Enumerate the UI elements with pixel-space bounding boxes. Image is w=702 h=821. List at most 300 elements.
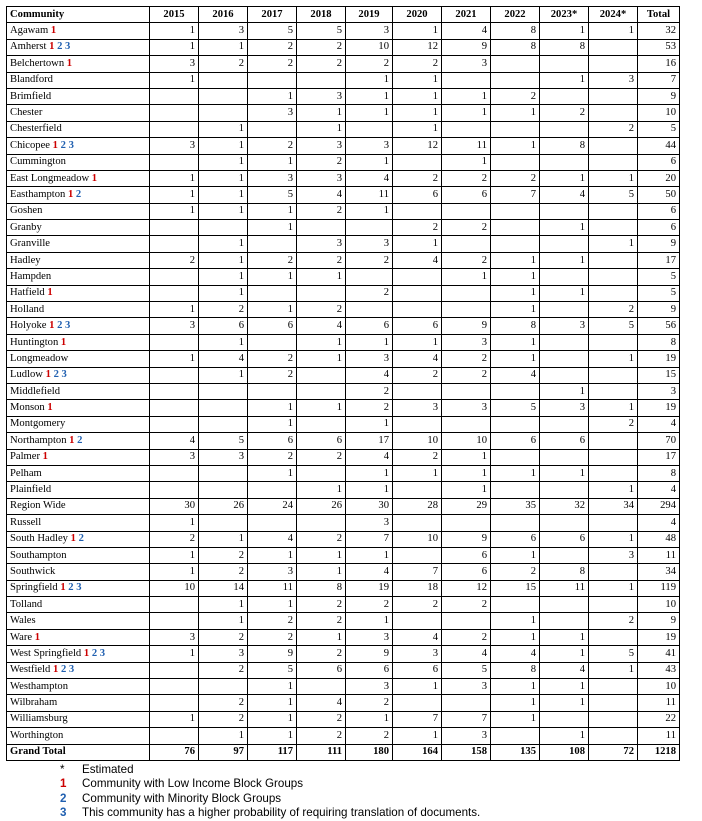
community-cell — [7, 220, 150, 236]
year-count-cell — [393, 613, 442, 629]
table-row — [7, 39, 680, 55]
year-count-cell: 3 — [199, 449, 248, 465]
year-count-cell: 6 — [297, 433, 346, 449]
year-count-cell: 2 — [297, 252, 346, 268]
row-total-cell: 3 — [638, 383, 680, 399]
year-count-cell: 2 — [248, 449, 297, 465]
legend-symbol: 3 — [60, 805, 67, 819]
year-count-cell — [199, 416, 248, 432]
year-count-cell: 1 — [491, 711, 540, 727]
year-count-cell — [199, 220, 248, 236]
year-count-cell: 1 — [199, 367, 248, 383]
year-count-cell: 6 — [393, 318, 442, 334]
year-count-cell: 2 — [199, 564, 248, 580]
community-marker-2: 2 — [68, 582, 74, 594]
year-count-cell: 2 — [297, 154, 346, 170]
year-count-cell — [491, 72, 540, 88]
table-row — [7, 138, 680, 154]
year-count-cell — [589, 711, 638, 727]
year-count-cell: 1 — [442, 154, 491, 170]
community-cell — [7, 515, 150, 531]
community-name: Montgomery — [10, 418, 66, 430]
year-count-cell: 3 — [442, 56, 491, 72]
year-count-cell: 6 — [442, 564, 491, 580]
year-count-cell: 1 — [540, 220, 589, 236]
year-count-cell: 7 — [442, 711, 491, 727]
grand-total-cell: 97 — [199, 744, 248, 760]
community-marker-1: 1 — [52, 139, 58, 151]
year-count-cell — [589, 138, 638, 154]
year-count-cell: 1 — [540, 629, 589, 645]
year-count-cell: 2 — [297, 203, 346, 219]
community-marker-1: 1 — [47, 402, 53, 414]
year-count-cell: 3 — [248, 170, 297, 186]
row-total-cell: 119 — [638, 580, 680, 596]
year-count-cell — [248, 285, 297, 301]
community-cell — [7, 482, 150, 498]
community-cell — [7, 23, 150, 39]
year-count-cell: 3 — [589, 72, 638, 88]
year-count-cell — [297, 416, 346, 432]
community-cell — [7, 433, 150, 449]
row-total-cell: 5 — [638, 285, 680, 301]
community-marker-1: 1 — [91, 172, 98, 184]
year-count-cell: 2 — [346, 695, 393, 711]
year-count-cell: 1 — [442, 105, 491, 121]
year-count-cell: 2 — [442, 367, 491, 383]
year-count-cell: 1 — [248, 547, 297, 563]
year-count-cell: 1 — [491, 138, 540, 154]
year-count-cell: 3 — [297, 88, 346, 104]
year-count-cell: 3 — [297, 138, 346, 154]
year-count-cell: 18 — [393, 580, 442, 596]
row-total-cell: 34 — [638, 564, 680, 580]
year-count-cell — [589, 367, 638, 383]
community-cell — [7, 236, 150, 252]
year-count-cell: 3 — [150, 138, 199, 154]
year-count-cell: 2 — [199, 547, 248, 563]
row-total-cell: 11 — [638, 547, 680, 563]
year-count-cell: 4 — [393, 252, 442, 268]
year-count-cell: 2 — [199, 662, 248, 678]
year-count-cell: 1 — [589, 23, 638, 39]
year-count-cell — [589, 629, 638, 645]
year-count-cell: 1 — [199, 187, 248, 203]
year-count-cell: 3 — [150, 449, 199, 465]
year-count-cell — [297, 465, 346, 481]
year-count-cell: 1 — [540, 728, 589, 744]
year-count-cell — [491, 416, 540, 432]
community-marker-2: 2 — [77, 434, 83, 446]
community-name: Chesterfield — [10, 123, 62, 135]
table-row — [7, 416, 680, 432]
year-count-cell: 5 — [589, 187, 638, 203]
table-row — [7, 679, 680, 695]
community-marker-1: 1 — [49, 320, 55, 332]
year-count-cell: 3 — [150, 629, 199, 645]
year-count-cell: 1 — [248, 679, 297, 695]
community-cell — [7, 498, 150, 514]
year-count-cell: 3 — [442, 679, 491, 695]
table-row — [7, 383, 680, 399]
year-count-cell — [248, 334, 297, 350]
year-count-cell: 14 — [199, 580, 248, 596]
community-name: East Longmeadow — [10, 172, 90, 184]
year-count-cell: 4 — [346, 449, 393, 465]
year-count-cell: 24 — [248, 498, 297, 514]
year-count-cell — [199, 465, 248, 481]
year-count-cell: 1 — [589, 351, 638, 367]
community-name: Ludlow — [10, 369, 43, 381]
year-count-cell: 4 — [346, 170, 393, 186]
community-name: Northampton — [10, 434, 67, 446]
year-count-cell: 4 — [491, 646, 540, 662]
year-count-cell — [248, 236, 297, 252]
year-count-cell: 28 — [393, 498, 442, 514]
year-count-cell — [248, 515, 297, 531]
community-cell — [7, 580, 150, 596]
legend-text: This community has a higher probability of requiring translation of documents. — [82, 805, 481, 819]
year-count-cell: 1 — [248, 695, 297, 711]
year-count-cell: 3 — [442, 334, 491, 350]
year-count-cell: 4 — [297, 695, 346, 711]
year-count-cell: 1 — [297, 121, 346, 137]
row-total-cell: 56 — [638, 318, 680, 334]
year-count-cell: 1 — [248, 220, 297, 236]
year-count-cell: 4 — [297, 187, 346, 203]
year-count-cell: 2 — [491, 564, 540, 580]
year-count-cell — [297, 383, 346, 399]
year-count-cell: 1 — [150, 646, 199, 662]
community-cell — [7, 613, 150, 629]
year-count-cell — [346, 302, 393, 318]
table-row — [7, 367, 680, 383]
community-marker-1: 1 — [53, 664, 59, 676]
community-name: Ware — [10, 631, 33, 643]
year-count-cell — [393, 515, 442, 531]
community-name: Brimfield — [10, 90, 52, 102]
year-count-cell — [540, 482, 589, 498]
year-count-cell: 7 — [393, 564, 442, 580]
community-cell — [7, 39, 150, 55]
community-marker-2: 2 — [60, 139, 66, 151]
community-name: Amherst — [10, 41, 47, 53]
year-count-cell: 2 — [346, 597, 393, 613]
year-count-cell: 1 — [491, 302, 540, 318]
year-count-cell: 1 — [248, 302, 297, 318]
year-count-cell — [393, 302, 442, 318]
year-count-cell: 26 — [199, 498, 248, 514]
community-name: Southwick — [10, 565, 56, 577]
year-count-cell: 1 — [248, 154, 297, 170]
year-count-cell: 10 — [393, 433, 442, 449]
year-count-cell — [491, 515, 540, 531]
row-total-cell: 6 — [638, 154, 680, 170]
table-row — [7, 351, 680, 367]
year-count-cell — [199, 88, 248, 104]
year-count-cell: 6 — [346, 662, 393, 678]
year-count-cell — [589, 597, 638, 613]
year-count-cell: 1 — [346, 711, 393, 727]
row-total-cell: 4 — [638, 515, 680, 531]
table-row — [7, 433, 680, 449]
year-count-cell — [540, 56, 589, 72]
row-total-cell: 43 — [638, 662, 680, 678]
community-cell — [7, 121, 150, 137]
community-cell — [7, 105, 150, 121]
year-count-cell: 1 — [393, 105, 442, 121]
year-count-cell: 2 — [491, 170, 540, 186]
year-count-cell — [393, 383, 442, 399]
row-total-cell: 9 — [638, 302, 680, 318]
year-count-cell: 4 — [346, 564, 393, 580]
year-count-cell — [589, 252, 638, 268]
year-count-cell: 1 — [540, 646, 589, 662]
year-count-cell — [589, 465, 638, 481]
row-total-cell: 41 — [638, 646, 680, 662]
year-count-cell: 6 — [393, 187, 442, 203]
year-count-cell: 1 — [199, 613, 248, 629]
table-row — [7, 236, 680, 252]
community-marker-2: 2 — [57, 320, 63, 332]
year-count-cell — [442, 285, 491, 301]
year-count-cell — [540, 203, 589, 219]
year-count-cell — [150, 662, 199, 678]
year-count-cell — [346, 269, 393, 285]
community-cell — [7, 416, 150, 432]
year-count-cell: 1 — [199, 154, 248, 170]
year-count-cell: 2 — [248, 252, 297, 268]
table-row — [7, 88, 680, 104]
year-count-cell: 1 — [346, 105, 393, 121]
year-count-cell — [297, 220, 346, 236]
header-year: 2018 — [297, 7, 346, 23]
year-count-cell: 1 — [442, 449, 491, 465]
table-wrapper — [6, 6, 680, 761]
year-count-cell: 29 — [442, 498, 491, 514]
year-count-cell: 2 — [297, 56, 346, 72]
year-count-cell: 4 — [540, 187, 589, 203]
year-count-cell: 2 — [491, 88, 540, 104]
year-count-cell: 8 — [297, 580, 346, 596]
row-total-cell: 53 — [638, 39, 680, 55]
year-count-cell: 1 — [199, 170, 248, 186]
year-count-cell: 4 — [248, 531, 297, 547]
year-count-cell: 1 — [199, 236, 248, 252]
year-count-cell: 4 — [393, 351, 442, 367]
table-row — [7, 400, 680, 416]
row-total-cell: 11 — [638, 695, 680, 711]
year-count-cell — [150, 695, 199, 711]
year-count-cell: 1 — [199, 252, 248, 268]
year-count-cell: 1 — [540, 383, 589, 399]
legend-symbol: 1 — [60, 777, 67, 791]
year-count-cell — [589, 154, 638, 170]
table-row — [7, 220, 680, 236]
row-total-cell: 44 — [638, 138, 680, 154]
year-count-cell — [540, 367, 589, 383]
year-count-cell — [199, 105, 248, 121]
community-marker-1: 1 — [60, 336, 67, 348]
year-count-cell: 1 — [442, 269, 491, 285]
community-cell — [7, 56, 150, 72]
community-name: Southampton — [10, 549, 67, 561]
row-total-cell: 70 — [638, 433, 680, 449]
year-count-cell: 3 — [199, 23, 248, 39]
year-count-cell: 3 — [346, 629, 393, 645]
year-count-cell — [589, 203, 638, 219]
community-cell — [7, 285, 150, 301]
year-count-cell — [150, 416, 199, 432]
year-count-cell — [491, 449, 540, 465]
year-count-cell: 2 — [248, 138, 297, 154]
year-count-cell — [442, 695, 491, 711]
year-count-cell: 1 — [491, 105, 540, 121]
year-count-cell — [442, 121, 491, 137]
year-count-cell: 2 — [442, 170, 491, 186]
year-count-cell — [297, 285, 346, 301]
year-count-cell: 2 — [297, 531, 346, 547]
year-count-cell: 1 — [393, 465, 442, 481]
year-count-cell: 1 — [150, 711, 199, 727]
year-count-cell: 2 — [346, 56, 393, 72]
community-marker-2: 2 — [57, 41, 63, 53]
year-count-cell — [491, 121, 540, 137]
community-name: Easthampton — [10, 188, 66, 200]
community-cell — [7, 203, 150, 219]
community-marker-1: 1 — [45, 369, 51, 381]
year-count-cell: 8 — [491, 662, 540, 678]
year-count-cell — [442, 302, 491, 318]
year-count-cell: 9 — [442, 318, 491, 334]
community-marker-2: 2 — [78, 533, 84, 545]
year-count-cell: 2 — [442, 629, 491, 645]
community-name: Monson — [10, 402, 45, 414]
row-total-cell: 6 — [638, 203, 680, 219]
year-count-cell: 2 — [442, 597, 491, 613]
row-total-cell: 8 — [638, 465, 680, 481]
row-total-cell: 10 — [638, 597, 680, 613]
year-count-cell: 5 — [589, 318, 638, 334]
year-count-cell — [491, 203, 540, 219]
year-count-cell: 3 — [346, 138, 393, 154]
year-count-cell: 2 — [199, 56, 248, 72]
year-count-cell — [442, 416, 491, 432]
year-count-cell — [393, 203, 442, 219]
year-count-cell: 4 — [442, 23, 491, 39]
year-count-cell — [540, 302, 589, 318]
year-count-cell: 1 — [248, 416, 297, 432]
row-total-cell: 5 — [638, 121, 680, 137]
row-total-cell: 7 — [638, 72, 680, 88]
community-name: Wales — [10, 615, 36, 627]
year-count-cell: 34 — [589, 498, 638, 514]
year-count-cell: 2 — [540, 105, 589, 121]
grand-total-cell: 1218 — [638, 744, 680, 760]
year-count-cell: 1 — [199, 531, 248, 547]
year-count-cell: 6 — [393, 662, 442, 678]
year-count-cell — [199, 383, 248, 399]
table-row — [7, 531, 680, 547]
year-count-cell — [248, 482, 297, 498]
header-year: 2023* — [540, 7, 589, 23]
year-count-cell — [393, 416, 442, 432]
community-name: Westfield — [10, 664, 51, 676]
year-count-cell — [150, 679, 199, 695]
table-row — [7, 564, 680, 580]
header-year: 2016 — [199, 7, 248, 23]
year-count-cell: 1 — [346, 88, 393, 104]
community-marker-1: 1 — [69, 434, 75, 446]
year-count-cell: 4 — [297, 318, 346, 334]
table-row — [7, 154, 680, 170]
year-count-cell: 2 — [346, 728, 393, 744]
legend-symbol: 2 — [60, 791, 67, 805]
year-count-cell: 30 — [346, 498, 393, 514]
community-marker-1: 1 — [47, 287, 53, 299]
year-count-cell — [150, 465, 199, 481]
year-count-cell: 1 — [393, 236, 442, 252]
year-count-cell: 3 — [297, 170, 346, 186]
row-total-cell: 294 — [638, 498, 680, 514]
year-count-cell: 2 — [248, 39, 297, 55]
year-count-cell: 6 — [540, 531, 589, 547]
year-count-cell: 2 — [589, 613, 638, 629]
row-total-cell: 9 — [638, 613, 680, 629]
community-name: Holyoke — [10, 320, 47, 332]
year-count-cell: 8 — [491, 318, 540, 334]
year-count-cell: 1 — [150, 187, 199, 203]
year-count-cell: 5 — [248, 187, 297, 203]
community-marker-3: 3 — [76, 582, 82, 594]
year-count-cell: 1 — [346, 203, 393, 219]
year-count-cell: 1 — [491, 629, 540, 645]
year-count-cell: 8 — [491, 23, 540, 39]
year-count-cell: 2 — [297, 597, 346, 613]
year-count-cell: 1 — [589, 236, 638, 252]
community-name: Palmer — [10, 451, 41, 463]
year-count-cell: 1 — [442, 88, 491, 104]
row-total-cell: 4 — [638, 416, 680, 432]
year-count-cell — [491, 728, 540, 744]
year-count-cell: 1 — [150, 515, 199, 531]
year-count-cell: 2 — [199, 695, 248, 711]
year-count-cell: 2 — [589, 121, 638, 137]
year-count-cell: 9 — [346, 646, 393, 662]
year-count-cell — [589, 433, 638, 449]
year-count-cell: 32 — [540, 498, 589, 514]
table-row — [7, 629, 680, 645]
year-count-cell: 1 — [297, 334, 346, 350]
community-name: Granby — [10, 221, 42, 233]
year-count-cell — [248, 383, 297, 399]
community-marker-3: 3 — [65, 41, 71, 53]
year-count-cell — [393, 269, 442, 285]
table-row — [7, 695, 680, 711]
community-marker-3: 3 — [68, 139, 74, 151]
community-name: Region Wide — [10, 500, 66, 512]
table-row — [7, 597, 680, 613]
year-count-cell: 1 — [491, 252, 540, 268]
community-marker-1: 1 — [66, 57, 73, 69]
year-count-cell: 3 — [393, 646, 442, 662]
year-count-cell — [589, 695, 638, 711]
community-name: Longmeadow — [10, 352, 69, 364]
table-row — [7, 252, 680, 268]
year-count-cell — [589, 285, 638, 301]
table-row — [7, 56, 680, 72]
community-cell — [7, 531, 150, 547]
